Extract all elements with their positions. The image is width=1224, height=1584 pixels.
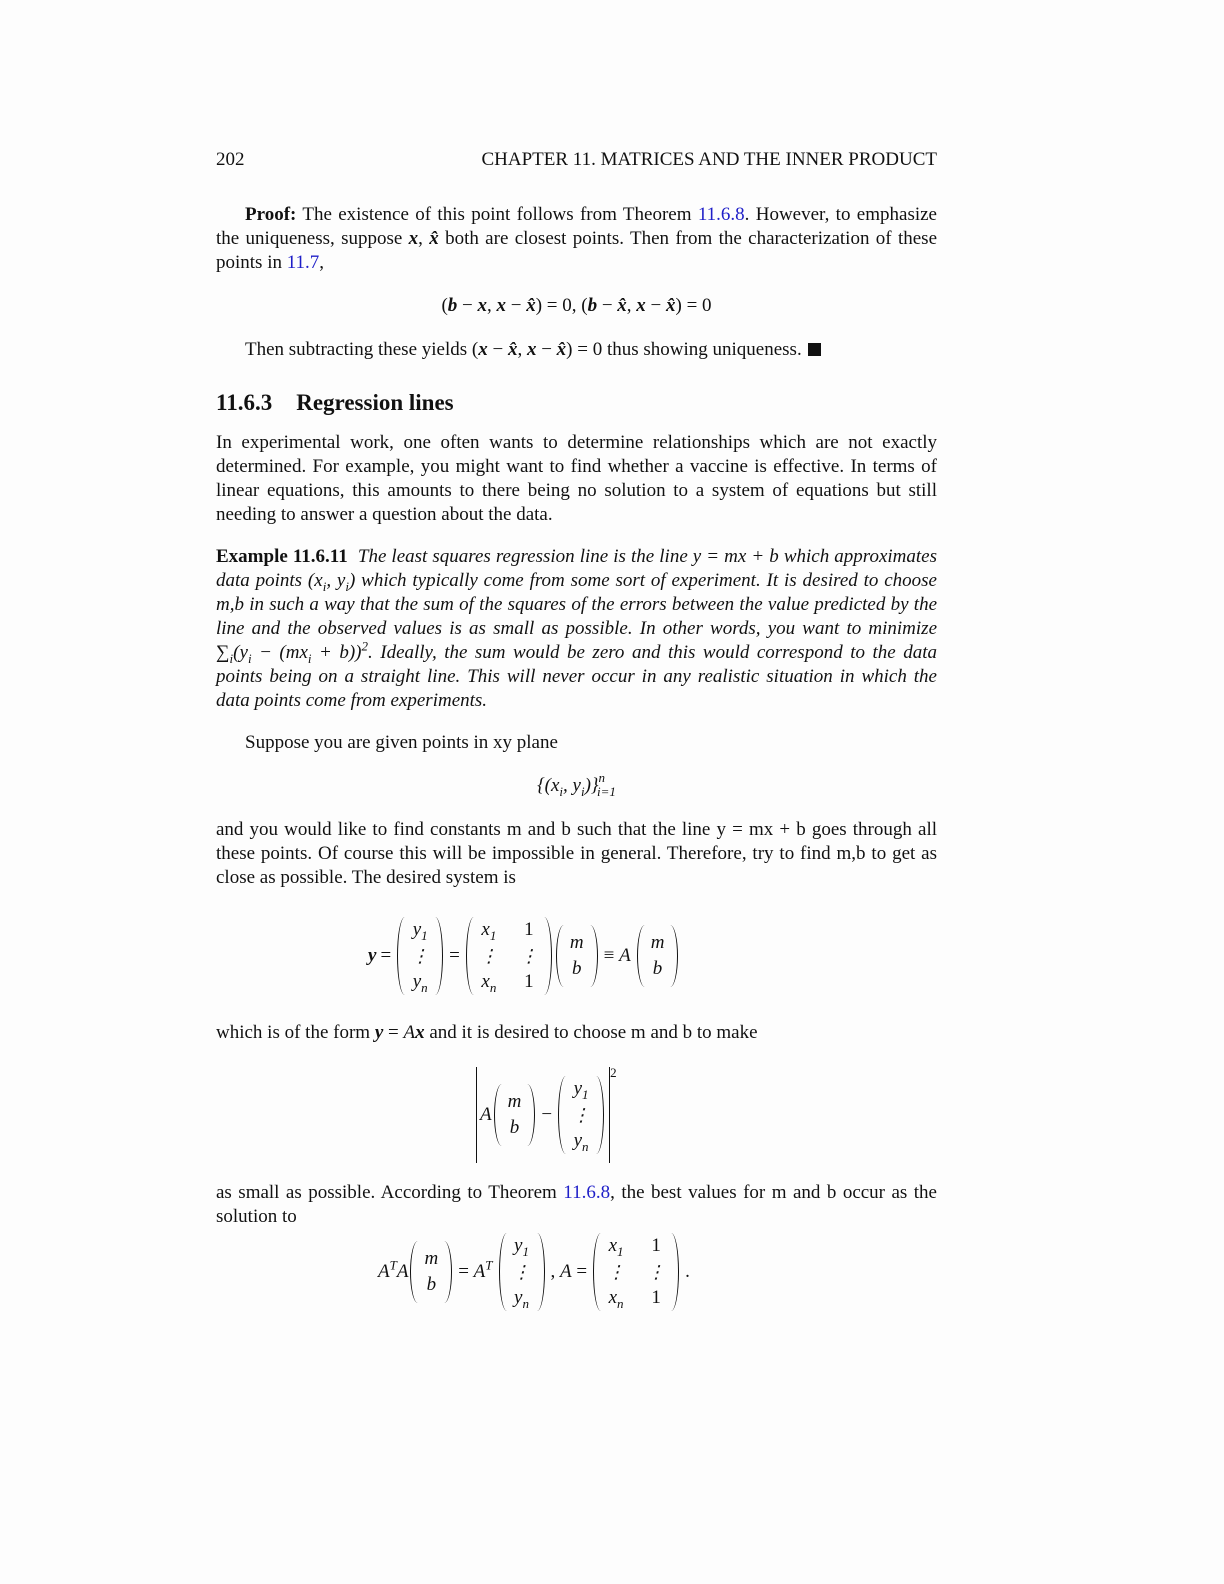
running-head: CHAPTER 11. MATRICES AND THE INNER PRODUCT xyxy=(481,149,937,170)
suppose-line: Suppose you are given points in xy plane xyxy=(245,732,558,753)
proof-paragraph: Proof: The existence of this point follows from Theorem 11.6.8. However, to emphasize the uniqueness, suppose x, x̂ both are closest points. Then from the characterization of these points in 11.7, xyxy=(216,204,937,273)
qed-square-icon xyxy=(808,343,821,356)
section-link[interactable]: 11.7 xyxy=(286,252,320,273)
example-block: Example 11.6.11 The least squares regression line is the line y = mx + b which approximates data points ($x_i$, $y_i$) which typically come from some sort of experiment. It is desired to choose m,b in such a way that the sum of the squares of the errors between the value predicted by the line and the observed values is as small as possible. In other words, you want to minimize $\sum_i(y_i - (mx_i + b))^2$. Ideally, the sum would be zero and this would correspond to the data points being on a straight line. This will never occur in any realistic situation in which the data points come from experiments. xyxy=(216,546,938,711)
system-equation: y = $y_1$ ⋮ $y_n$ = $x_1$ 1 ⋮ ⋮ $x_n$ 1 m b ≡ A m b xyxy=(368,906,680,1006)
intro-paragraph: In experimental work, one often wants to determine relationships which are not exactly determined. For example, you might want to find whether a vaccine is effective. In terms of linear equations, this amounts to there being no solution to a system of equations but still needing to answer a question about the data. xyxy=(216,432,937,525)
proof-label: Proof: xyxy=(245,204,297,225)
page-number: 202 xyxy=(216,149,245,170)
form-paragraph: which is of the form y = Ax and it is desired to choose m and b to make xyxy=(216,1022,758,1043)
section-heading: 11.6.3 Regression lines xyxy=(216,390,454,415)
theorem-paragraph: as small as possible. According to Theorem 11.6.8, the best values for m and b occur as the solution to xyxy=(216,1182,937,1227)
theorem-link-2[interactable]: 11.6.8 xyxy=(563,1182,611,1203)
desire-paragraph: and you would like to find constants m and b such that the line y = mx + b goes through all these points. Of course this will be impossible in general. Therefore, try to find m,b to get as close as possible. The desired system is xyxy=(216,819,937,888)
page-header xyxy=(216,148,937,172)
norm-expression: A m b − $y_1$ ⋮ $y_n$ $^2$ xyxy=(476,1066,617,1164)
proof-conclusion: Then subtracting these yields (x − x̂, x − x̂) = 0 thus showing uniqueness. xyxy=(216,338,937,362)
proof-equation: (b − x, x − x̂) = 0, (b − x̂, x − x̂) = 0 xyxy=(441,295,712,316)
normal-equation: $A^TA$ m b = $A^T$ $y_1$ ⋮ $y_n$ , A = $x_1$ 1 ⋮ ⋮ $x_n$ 1 . xyxy=(378,1235,690,1311)
example-label: Example 11.6.11 xyxy=(216,546,348,567)
theorem-link[interactable]: 11.6.8 xyxy=(697,204,745,225)
points-set: {($x_i$, $y_i)\}^n_{i=1}$ xyxy=(537,769,616,799)
